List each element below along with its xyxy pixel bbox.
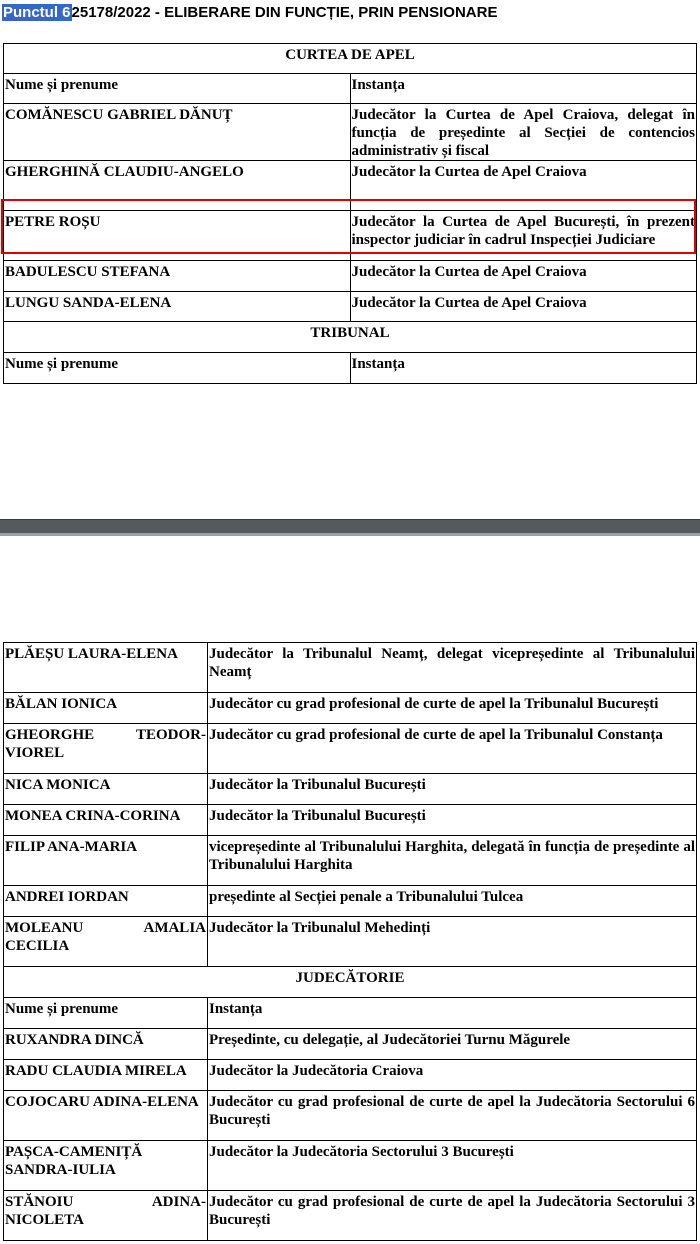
judge-name: ANDREI IORDAN (4, 886, 208, 917)
judge-instanta: Judecător la Tribunalul Neamț, delegat vicepreședinte al Tribunalului Neamț (208, 643, 697, 693)
judge-instanta: Judecător la Curtea de Apel Craiova (350, 292, 697, 322)
judge-name: MONEA CRINA-CORINA (4, 805, 208, 836)
judge-instanta: Judecător cu grad profesional de curte de apel la Tribunalul Constanța (208, 724, 697, 774)
judge-name: PAȘCA-CAMENIȚĂ SANDRA-IULIA (4, 1141, 208, 1191)
curtea-de-apel-table (3, 43, 697, 384)
table-row (4, 161, 697, 211)
judge-instanta: Judecător la Curtea de Apel Craiova, delegat în funcția de președinte al Secției de contencios administrativ și fiscal (350, 104, 697, 161)
judge-name: STĂNOIU ADINA-NICOLETA (4, 1191, 208, 1241)
table-row (4, 1060, 697, 1091)
section-title-tribunal: TRIBUNAL (4, 322, 697, 353)
document-heading (2, 4, 497, 22)
column-header-instanta: Instanța (350, 74, 697, 104)
section-title-judecatorie: JUDECĂTORIE (4, 967, 697, 998)
judge-instanta: Judecător cu grad profesional de curte de apel la Judecătoria Sectorului 6 București (208, 1091, 697, 1141)
column-header-name: Nume și prenume (4, 998, 208, 1029)
table-row (4, 211, 697, 261)
judge-instanta: Judecător la Tribunalul București (208, 774, 697, 805)
tribunal-judecatorie-table (3, 642, 697, 1241)
judge-instanta: Judecător la Curtea de Apel București, în prezent inspector judiciar în cadrul Inspecției Judiciare (350, 211, 697, 261)
judge-name: PETRE ROȘU (4, 211, 351, 261)
judge-name: PLĂEȘU LAURA-ELENA (4, 643, 208, 693)
judge-instanta: președinte al Secției penale a Tribunalului Tulcea (208, 886, 697, 917)
table-row (4, 1191, 697, 1241)
table-row (4, 917, 697, 967)
column-header-instanta: Instanța (350, 353, 697, 384)
judge-instanta: Judecător la Tribunalul București (208, 805, 697, 836)
judge-instanta: Judecător la Curtea de Apel Craiova (350, 161, 697, 211)
judge-instanta: Judecător la Judecătoria Craiova (208, 1060, 697, 1091)
table-row (4, 1029, 697, 1060)
judge-name: RUXANDRA DINCĂ (4, 1029, 208, 1060)
table-row (4, 774, 697, 805)
judge-name: MOLEANU AMALIA CECILIA (4, 917, 208, 967)
judge-instanta: Judecător la Tribunalul Mehedinți (208, 917, 697, 967)
section-title-curtea: CURTEA DE APEL (4, 44, 697, 74)
table-row (4, 261, 697, 292)
judge-name: BADULESCU STEFANA (4, 261, 351, 292)
judge-instanta: Judecător la Judecătoria Sectorului 3 București (208, 1141, 697, 1191)
page-separator-edge (0, 533, 700, 536)
column-header-name: Nume și prenume (4, 74, 351, 104)
judge-name: FILIP ANA-MARIA (4, 836, 208, 886)
judge-name: COMĂNESCU GABRIEL DĂNUȚ (4, 104, 351, 161)
highlighted-search-term: Punctul 6 (3, 4, 71, 21)
judge-name: COJOCARU ADINA-ELENA (4, 1091, 208, 1141)
judge-name: LUNGU SANDA-ELENA (4, 292, 351, 322)
judge-instanta: Judecător la Curtea de Apel Craiova (350, 261, 697, 292)
column-header-instanta: Instanța (208, 998, 697, 1029)
judge-name: GHERGHINĂ CLAUDIU-ANGELO (4, 161, 351, 211)
table-row (4, 886, 697, 917)
table-row (4, 836, 697, 886)
heading-text: 25178/2022 - ELIBERARE DIN FUNCȚIE, PRIN PENSIONARE (71, 4, 498, 21)
judge-name: RADU CLAUDIA MIRELA (4, 1060, 208, 1091)
judge-name: BĂLAN IONICA (4, 693, 208, 724)
judge-name: GHEORGHE TEODOR-VIOREL (4, 724, 208, 774)
judge-instanta: vicepreședinte al Tribunalului Harghita, delegată în funcția de președinte al Tribunalului Harghita (208, 836, 697, 886)
table-row (4, 104, 697, 161)
table-row (4, 643, 697, 693)
column-header-name: Nume și prenume (4, 353, 351, 384)
table-row (4, 805, 697, 836)
judge-instanta: Judecător cu grad profesional de curte de apel la Tribunalul București (208, 693, 697, 724)
table-row (4, 693, 697, 724)
table-row (4, 724, 697, 774)
judge-instanta: Judecător cu grad profesional de curte de apel la Judecătoria Sectorului 3 București (208, 1191, 697, 1241)
judge-instanta: Președinte, cu delegație, al Judecătoriei Turnu Măgurele (208, 1029, 697, 1060)
judge-name: NICA MONICA (4, 774, 208, 805)
table-row (4, 292, 697, 322)
table-row (4, 1091, 697, 1141)
table-row (4, 1141, 697, 1191)
